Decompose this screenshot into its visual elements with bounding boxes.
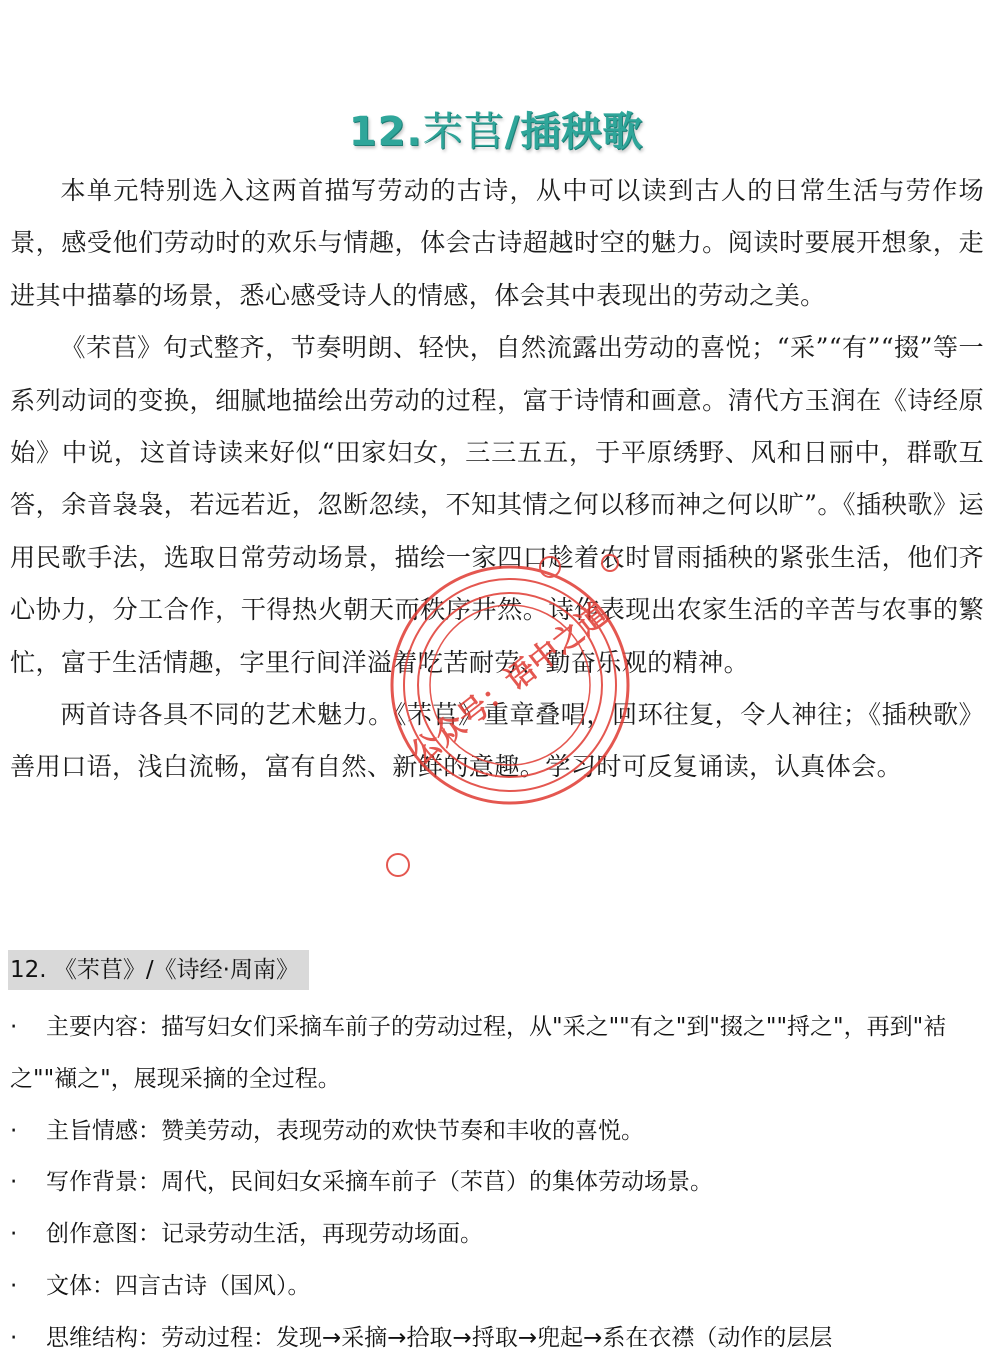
bullet-icon: · <box>10 1324 18 1351</box>
list-item <box>10 1209 986 1261</box>
title-prefix: 12. <box>348 109 423 155</box>
bullet-icon: · <box>10 1117 18 1144</box>
stamp-small-circle <box>387 854 409 876</box>
list-item <box>10 1157 986 1209</box>
list-item-text: 主要内容：描写妇女们采摘车前子的劳动过程，从"采之""有之"到"掇之""捋之"，再到"袺之""襭之"，展现采摘的全过程。 <box>10 1014 947 1092</box>
bullet-icon: · <box>10 1169 18 1196</box>
bullet-icon: · <box>10 1272 18 1299</box>
page-title <box>0 100 992 157</box>
stamp-text: 公众号：语中之道 <box>404 596 615 772</box>
unit-introduction <box>10 165 984 794</box>
intro-paragraph-2: 《芣苢》句式整齐，节奏明朗、轻快，自然流露出劳动的喜悦；“采”“有”“掇”等一系列动词的变换，细腻地描绘出劳动的过程，富于诗情和画意。清代方玉润在《诗经原始》中说，这首诗读来好似“田家妇女，三三五五，于平原绣野、风和日丽中，群歌互答，余音袅袅，若远若近，忽断忽续，不知其情之何以移而神之何以旷”。《插秧歌》运用民歌手法，选取日常劳动场景，描绘一家四口趁着农时冒雨插秧的紧张生活，他们齐心协力，分工合作，干得热火朝天而秩序井然。诗作表现出农家生活的辛苦与农事的繁忙，富于生活情趣，字里行间洋溢着吃苦耐劳、勤奋乐观的精神。 <box>10 333 984 677</box>
title-separator: / <box>504 109 521 155</box>
bullet-icon: · <box>10 1221 18 1248</box>
list-item <box>10 1106 986 1158</box>
list-item-text: 主旨情感：赞美劳动，表现劳动的欢快节奏和丰收的喜悦。 <box>46 1117 644 1144</box>
intro-paragraph-3: 两首诗各具不同的艺术魅力。《芣苢》重章叠唱，回环往复，令人神往；《插秧歌》善用口语，浅白流畅，富有自然、新鲜的意趣。学习时可反复诵读，认真体会。 <box>10 700 984 782</box>
title-poem-1: 芣苢 <box>422 109 505 155</box>
list-item-text: 文体：四言古诗（国风）。 <box>46 1272 311 1299</box>
bullet-icon: · <box>10 1014 18 1040</box>
list-item-text: 创作意图：记录劳动生活，再现劳动场面。 <box>46 1221 483 1248</box>
list-item <box>10 1261 986 1313</box>
list-item <box>10 1313 986 1365</box>
section-heading: 12. 《芣苢》/《诗经·周南》 <box>8 950 309 990</box>
title-poem-2: 插秧歌 <box>520 109 644 155</box>
list-item <box>10 1002 986 1106</box>
list-item-text: 写作背景：周代，民间妇女采摘车前子（芣苢）的集体劳动场景。 <box>46 1169 713 1196</box>
key-points-list <box>10 1002 986 1365</box>
list-item-text: 思维结构：劳动过程：发现→采摘→拾取→捋取→兜起→系在衣襟（动作的层层 <box>46 1324 833 1351</box>
intro-paragraph-1: 本单元特别选入这两首描写劳动的古诗，从中可以读到古人的日常生活与劳作场景，感受他们劳动时的欢乐与情趣，体会古诗超越时空的魅力。阅读时要展开想象，走进其中描摹的场景，悉心感受诗人的情感，体会其中表现出的劳动之美。 <box>10 176 984 310</box>
